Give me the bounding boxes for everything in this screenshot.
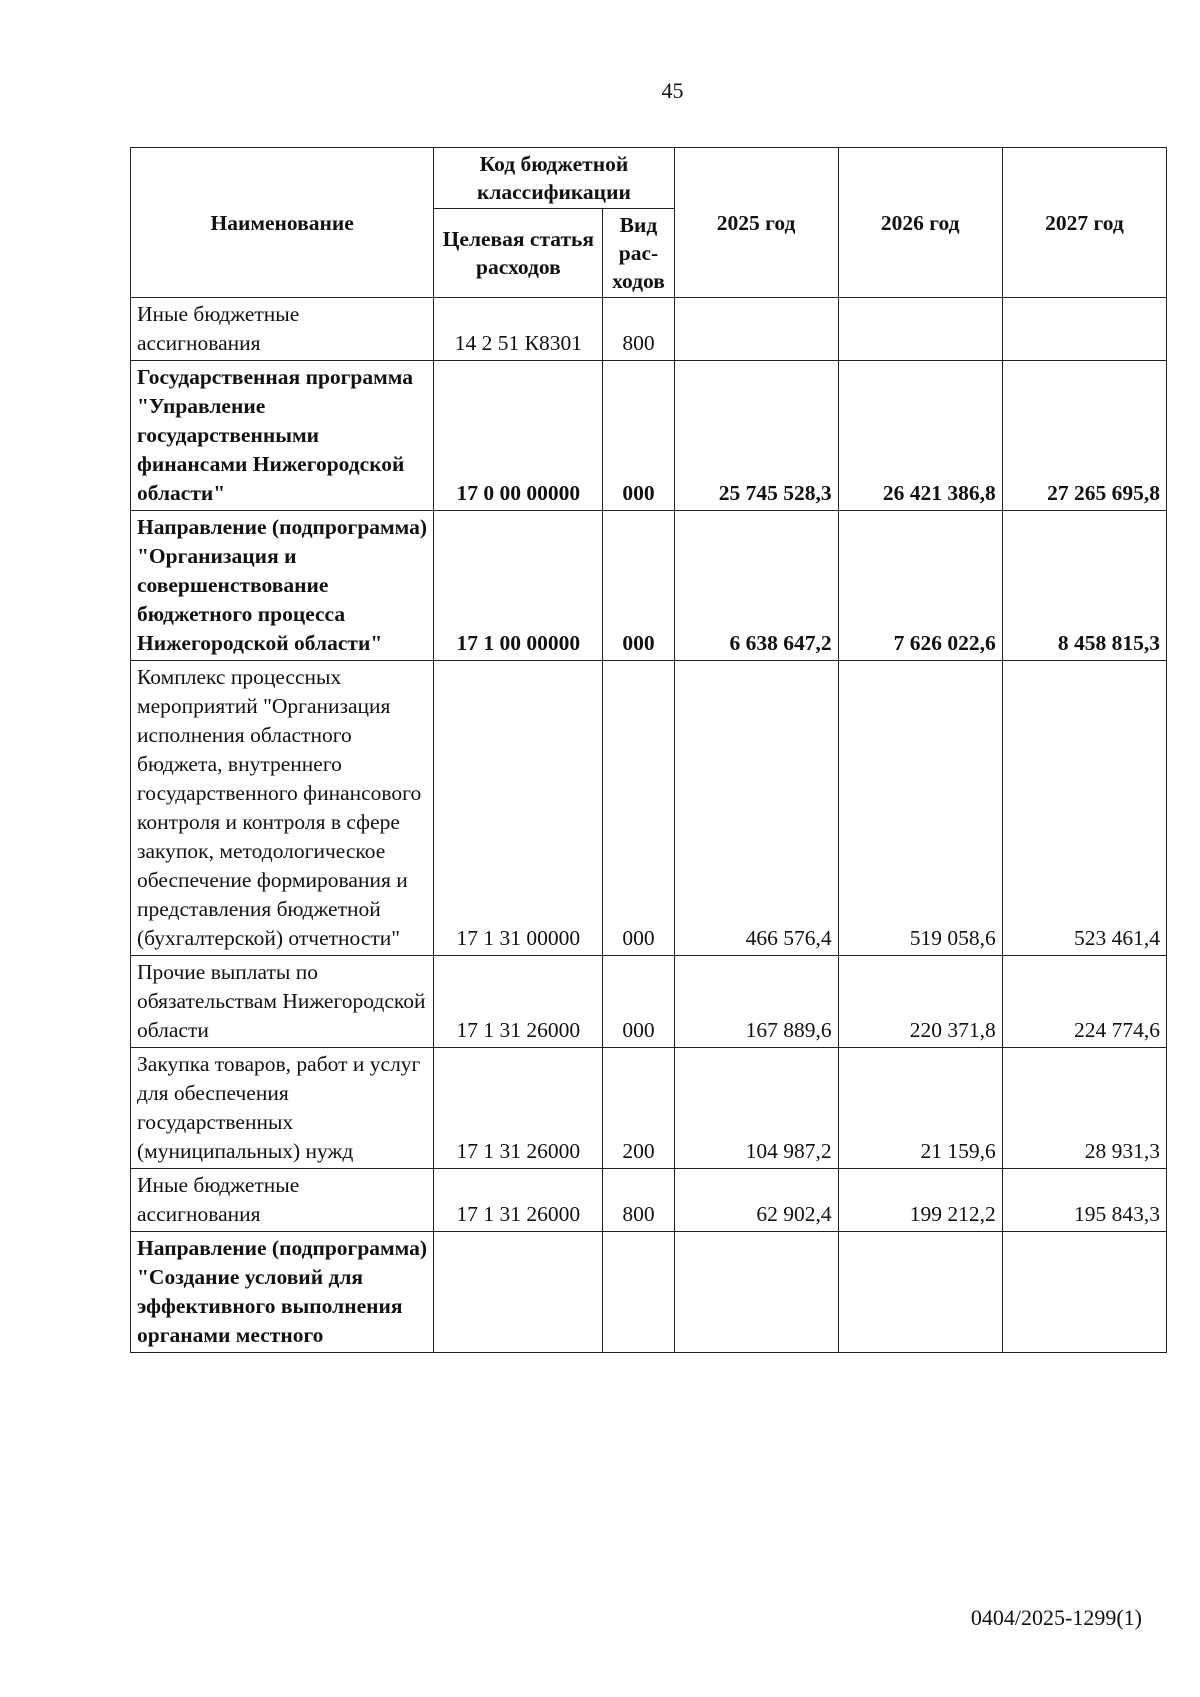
row-2026: 7 626 022,6 (838, 511, 1002, 661)
row-2025 (674, 1232, 838, 1353)
row-2025: 6 638 647,2 (674, 511, 838, 661)
row-2027: 28 931,3 (1002, 1048, 1166, 1169)
table-row (131, 1048, 1167, 1169)
row-name: Иные бюджетные ассигнования (131, 298, 434, 361)
row-target-article: 17 1 31 26000 (434, 1169, 603, 1232)
row-expense-type: 000 (603, 511, 674, 661)
row-2025: 25 745 528,3 (674, 361, 838, 511)
row-name: Закупка товаров, работ и услуг для обеспечения государственных (муниципальных) нужд (131, 1048, 434, 1169)
header-2025: 2025 год (674, 148, 838, 298)
row-expense-type: 200 (603, 1048, 674, 1169)
row-target-article: 17 1 31 26000 (434, 956, 603, 1048)
row-expense-type: 000 (603, 956, 674, 1048)
row-2027: 523 461,4 (1002, 661, 1166, 956)
row-2027 (1002, 298, 1166, 361)
row-expense-type: 800 (603, 298, 674, 361)
budget-table (130, 147, 1167, 1353)
row-2026 (838, 298, 1002, 361)
row-expense-type (603, 1232, 674, 1353)
row-target-article: 17 0 00 00000 (434, 361, 603, 511)
row-target-article: 17 1 31 00000 (434, 661, 603, 956)
row-2027 (1002, 1232, 1166, 1353)
table-row (131, 511, 1167, 661)
header-2027: 2027 год (1002, 148, 1166, 298)
row-target-article (434, 1232, 603, 1353)
row-2025: 104 987,2 (674, 1048, 838, 1169)
row-name: Прочие выплаты по обязательствам Нижегородской области (131, 956, 434, 1048)
row-name: Государственная программа "Управление государственными финансами Нижегородской области" (131, 361, 434, 511)
row-2025: 62 902,4 (674, 1169, 838, 1232)
header-target-article: Целевая статья расходов (434, 209, 603, 298)
row-2027: 195 843,3 (1002, 1169, 1166, 1232)
row-name: Направление (подпрограмма) "Создание условий для эффективного выполнения органами местного (131, 1232, 434, 1353)
table-row (131, 298, 1167, 361)
header-row-1 (131, 148, 1167, 209)
page-number: 45 (661, 78, 684, 103)
row-name: Комплекс процессных мероприятий "Организация исполнения областного бюджета, внутреннего государственного финансового контроля и контроля в сфере закупок, методологическое обеспечение формирования и представления бюджетной (бухгалтерской) отчетности" (131, 661, 434, 956)
table-row (131, 1232, 1167, 1353)
header-name: Наименование (131, 148, 434, 298)
row-expense-type: 000 (603, 361, 674, 511)
row-name: Иные бюджетные ассигнования (131, 1169, 434, 1232)
table-row (131, 661, 1167, 956)
row-2026 (838, 1232, 1002, 1353)
row-2026: 220 371,8 (838, 956, 1002, 1048)
table-row (131, 1169, 1167, 1232)
table-row (131, 361, 1167, 511)
row-2027: 27 265 695,8 (1002, 361, 1166, 511)
table-row (131, 956, 1167, 1048)
row-target-article: 17 1 31 26000 (434, 1048, 603, 1169)
row-2027: 224 774,6 (1002, 956, 1166, 1048)
row-2026: 26 421 386,8 (838, 361, 1002, 511)
row-2026: 519 058,6 (838, 661, 1002, 956)
document-code: 0404/2025-1299(1) (970, 1605, 1142, 1630)
row-name: Направление (подпрограмма) "Организация и совершенствование бюджетного процесса Нижегородской области" (131, 511, 434, 661)
row-2027: 8 458 815,3 (1002, 511, 1166, 661)
row-2026: 21 159,6 (838, 1048, 1002, 1169)
row-2025: 167 889,6 (674, 956, 838, 1048)
header-kbk-group: Код бюджетной классификации (434, 148, 674, 209)
header-expense-type: Вид рас-ходов (603, 209, 674, 298)
row-2026: 199 212,2 (838, 1169, 1002, 1232)
header-2026: 2026 год (838, 148, 1002, 298)
row-2025 (674, 298, 838, 361)
row-2025: 466 576,4 (674, 661, 838, 956)
row-target-article: 14 2 51 К8301 (434, 298, 603, 361)
row-target-article: 17 1 00 00000 (434, 511, 603, 661)
row-expense-type: 800 (603, 1169, 674, 1232)
row-expense-type: 000 (603, 661, 674, 956)
